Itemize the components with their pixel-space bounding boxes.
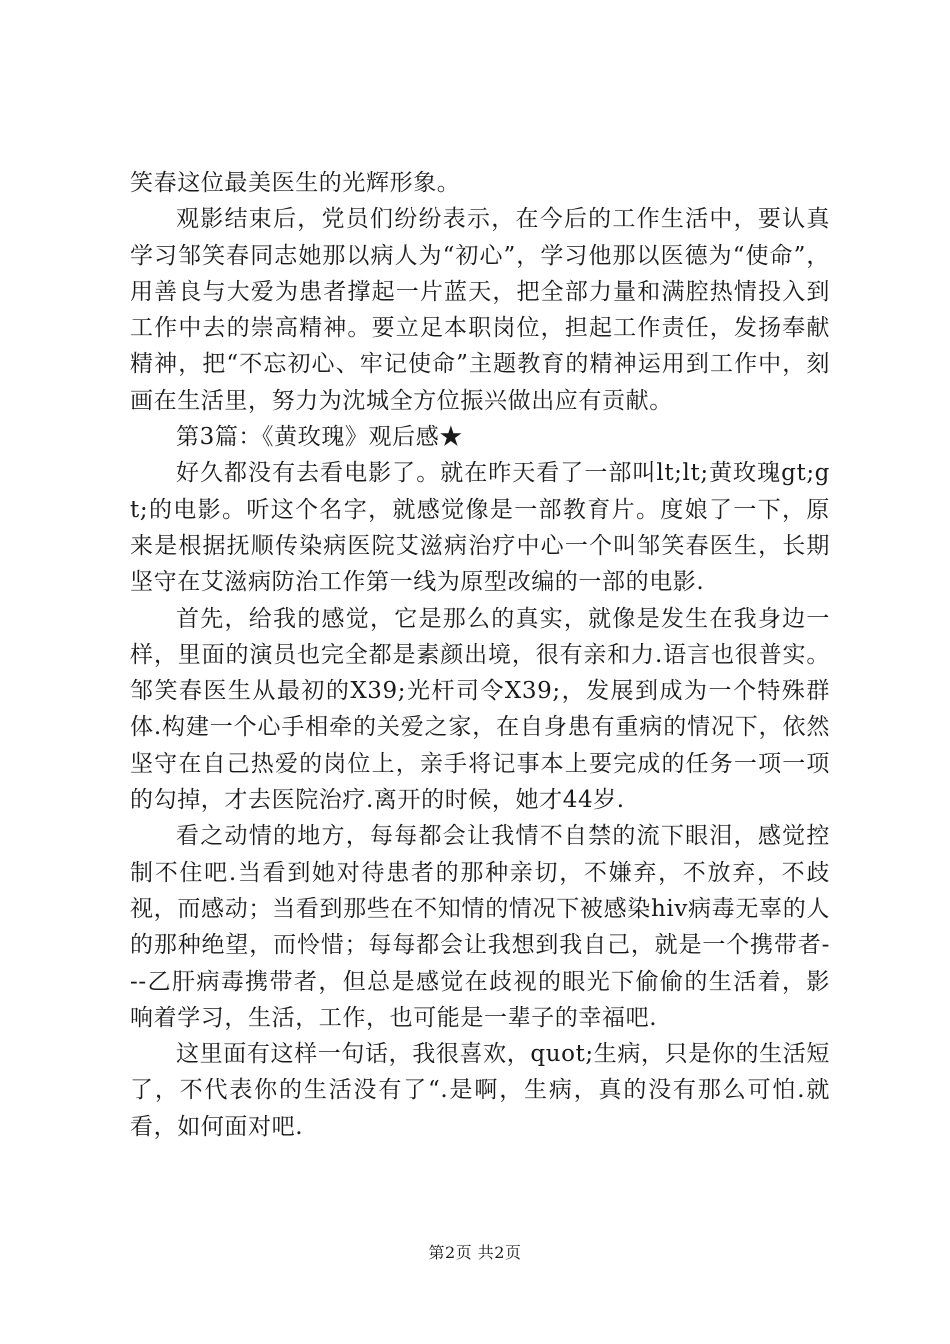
paragraph-after-viewing: 观影结束后，党员们纷纷表示，在今后的工作生活中，要认真学习邹笑春同志她那以病人为“初心”，学习他那以医德为“使命”，用善良与大爱为患者撑起一片蓝天，把全部力量和满腔热情投入到工作中去的崇高精神。要立足本职岗位，担起工作责任，发扬奉献精神，把“不忘初心、牢记使命”主题教育的精神运用到工作中，刻画在生活里，努力为沈城全方位振兴做出应有贡献。 <box>130 206 830 414</box>
document-body <box>130 165 830 1145</box>
section-heading: 第3篇：《黄玫瑰》观后感★ <box>176 424 463 451</box>
paragraph-moving-moments: 看之动情的地方，每每都会让我情不自禁的流下眼泪，感觉控制不住吧.当看到她对待患者的那种亲切，不嫌弃，不放弃，不歧视，而感动；当看到那些在不知情的情况下被感染hiv病毒无辜的人的那种绝望，而怜惜；每每都会让我想到我自己，就是一个携带者---乙肝病毒携带者，但总是感觉在歧视的眼光下偷偷的生活着，影响着学习，生活，工作，也可能是一辈子的幸福吧. <box>130 823 830 1031</box>
paragraph-first-impression: 首先，给我的感觉，它是那么的真实，就像是发生在我身边一样，里面的演员也完全都是素颜出境，很有亲和力.语言也很普实。邹笑春医生从最初的X39;光杆司令X39;，发展到成为一个特殊群体.构建一个心手相牵的关爱之家，在自身患有重病的情况下，依然坚守在自己热爱的岗位上，亲手将记事本上要完成的任务一项一项的勾掉，才去医院治疗.离开的时候，她才44岁. <box>130 605 830 814</box>
paragraph-intro: 好久都没有去看电影了。就在昨天看了一部叫lt;lt;黄玫瑰gt;gt;的电影。听这个名字，就感觉像是一部教育片。度娘了一下，原来是根据抚顺传染病医院艾滋病治疗中心一个叫邹笑春医生，长期坚守在艾滋病防治工作第一线为原型改编的一部的电影. <box>130 460 830 596</box>
paragraph-continuation: 笑春这位最美医生的光辉形象。 <box>130 170 461 196</box>
paragraph-favorite-quote: 这里面有这样一句话，我很喜欢，quot;生病，只是你的生活短了，不代表你的生活没有了“.是啊，生病，真的没有那么可怕.就看，如何面对吧. <box>130 1041 830 1140</box>
page-footer: 第2页 共2页 <box>428 1243 522 1262</box>
